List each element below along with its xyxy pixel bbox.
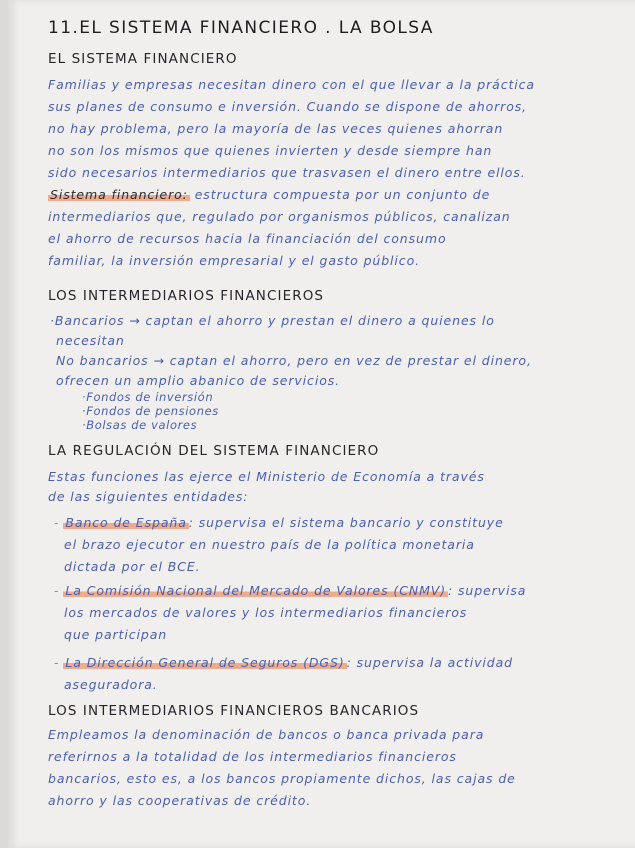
- entity-text: : supervisa: [448, 583, 527, 598]
- paragraph-line: sus planes de consumo e inversión. Cuando se dispone de ahorros,: [48, 99, 528, 114]
- no-bancarios-line: ofrecen un amplio abanico de servicios.: [56, 373, 341, 388]
- page-title: 11.EL SISTEMA FINANCIERO . LA BOLSA: [48, 18, 434, 38]
- paragraph-line: Familias y empresas necesitan dinero con el que llevar a la práctica: [48, 77, 535, 92]
- highlighted-term: La Comisión Nacional del Mercado de Valores (CNMV): [65, 583, 446, 598]
- entity-line-dgs: [54, 655, 513, 670]
- definition-line: familiar, la inversión empresarial y el gasto público.: [48, 253, 421, 268]
- list-item: ·Fondos de inversión: [82, 390, 214, 404]
- paragraph-line: bancarios, esto es, a los bancos propiamente dichos, las cajas de: [48, 771, 516, 786]
- entity-line: aseguradora.: [64, 677, 158, 692]
- highlighted-term: Banco de España: [65, 515, 187, 530]
- paragraph-line: Estas funciones las ejerce el Ministerio de Economía a través: [48, 469, 485, 484]
- list-item: ·Bolsas de valores: [82, 418, 198, 432]
- dash-bullet: -: [54, 515, 60, 530]
- entity-line: que participan: [64, 627, 168, 642]
- section-heading-sistema-financiero: EL SISTEMA FINANCIERO: [48, 51, 238, 67]
- no-bancarios-line: No bancarios → captan el ahorro, pero en vez de prestar el dinero,: [56, 353, 532, 368]
- definition-line: el ahorro de recursos hacia la financiación del consumo: [48, 231, 447, 246]
- highlighted-term: Sistema financiero:: [50, 187, 188, 202]
- entity-line-bde: [54, 515, 504, 530]
- entity-text: : supervisa la actividad: [346, 655, 514, 670]
- definition-line: [48, 187, 490, 202]
- paragraph-line: no son los mismos que quienes invierten y desde siempre han: [48, 143, 493, 158]
- definition-line: intermediarios que, regulado por organismos públicos, canalizan: [48, 209, 511, 224]
- paragraph-line: ahorro y las cooperativas de crédito.: [48, 793, 312, 808]
- entity-line: dictada por el BCE.: [64, 559, 201, 574]
- section-heading-intermediarios: LOS INTERMEDIARIOS FINANCIEROS: [48, 288, 325, 304]
- entity-line: el brazo ejecutor en nuestro país de la política monetaria: [64, 537, 475, 552]
- entity-text: : supervisa el sistema bancario y constituye: [188, 515, 504, 530]
- list-item: ·Fondos de pensiones: [82, 404, 219, 418]
- paragraph-line: referirnos a la totalidad de los intermediarios financieros: [48, 749, 457, 764]
- dash-bullet: -: [54, 583, 60, 598]
- bancarios-line: ·Bancarios → captan el ahorro y prestan el dinero a quienes lo: [50, 313, 495, 328]
- entity-line-cnmv: [54, 583, 526, 598]
- entity-line: los mercados de valores y los intermediarios financieros: [64, 605, 468, 620]
- dash-bullet: -: [54, 655, 60, 670]
- definition-text: estructura compuesta por un conjunto de: [194, 187, 491, 202]
- highlighted-term: La Dirección General de Seguros (DGS): [65, 655, 345, 670]
- paragraph-line: no hay problema, pero la mayoría de las veces quienes ahorran: [48, 121, 504, 136]
- paragraph-line: sido necesarios intermediarios que trasvasen el dinero entre ellos.: [48, 165, 526, 180]
- paragraph-line: Empleamos la denominación de bancos o banca privada para: [48, 727, 485, 742]
- notebook-page: [8, 0, 635, 848]
- section-heading-bancarios: LOS INTERMEDIARIOS FINANCIEROS BANCARIOS: [48, 703, 420, 719]
- section-heading-regulacion: LA REGULACIÓN DEL SISTEMA FINANCIERO: [48, 443, 380, 459]
- paragraph-line: de las siguientes entidades:: [48, 489, 249, 504]
- bancarios-line: necesitan: [56, 333, 125, 348]
